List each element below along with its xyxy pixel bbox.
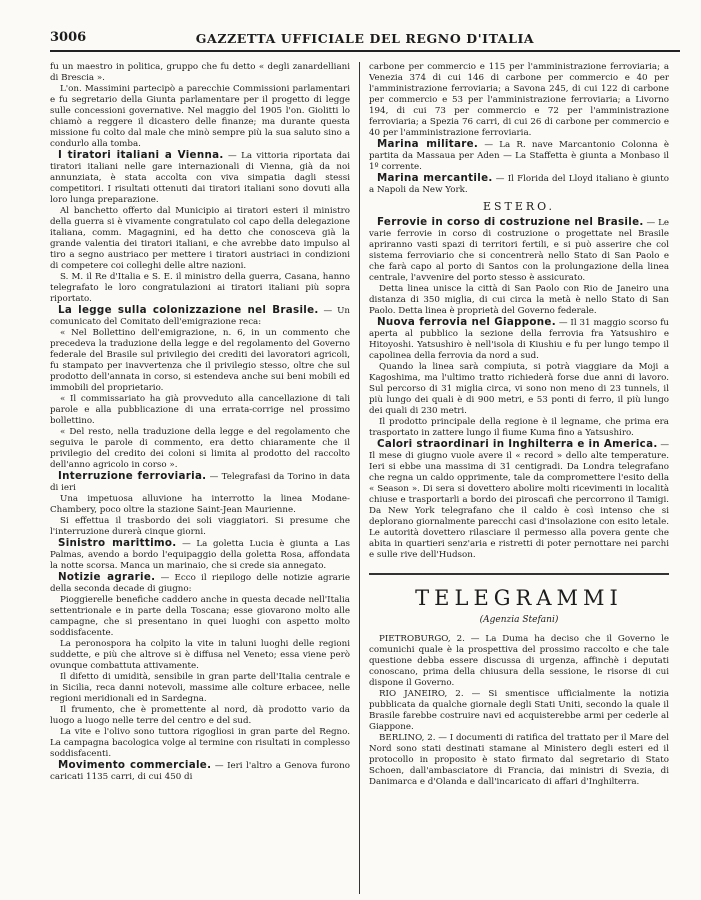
article-text: — Le varie ferrovie in corso di costruzione o progettate nel Brasile apriranno vasti spazi di territori fertili, e si può asserire che col sistema ferroviario che si concentrerà nello Stato di San Paolo e che farà capo al porto di Santos con la prolungazione della linea centrale, l'avvenire del porto stesso è assicurato. bbox=[369, 218, 669, 283]
paragraph: Il prodotto principale della regione è il legname, che prima era trasportato in zattere lungo il fiume Kuma fino a Yatsushiro. bbox=[369, 417, 669, 438]
telegram-item: RIO JANEIRO, 2. — Si smentisce ufficialmente la notizia pubblicata da qualche giornale degli Stati Uniti, secondo la quale il Brasile farebbe costruire navi ed acquisterebbe armi per cederle al Giappone. bbox=[369, 689, 669, 732]
article-ferrovie-brasile bbox=[369, 217, 669, 284]
paragraph: Detta linea unisce la città di San Paolo con Rio de Janeiro una distanza di 350 miglia, di cui circa la metà è nello Stato di San Paolo. Detta linea è proprietà del Governo federale. bbox=[369, 284, 669, 316]
paragraph: fu un maestro in politica, gruppo che fu detto « degli zanardelliani di Brescia ». bbox=[50, 62, 350, 83]
paragraph: Il difetto di umidità, sensibile in gran parte dell'Italia centrale e in Sicilia, reca danni notevoli, massime alle colture erbacee, nelle regioni meridionali ed in Sardegna. bbox=[50, 672, 350, 704]
page-header bbox=[50, 30, 680, 52]
newspaper-title: GAZZETTA UFFICIALE DEL REGNO D'ITALIA bbox=[195, 31, 535, 46]
article-text: — Il 31 maggio scorso fu aperta al pubblico la sezione della ferrovia fra Yatsushiro e Hitoyoshi. Yatsushiro è nell'isola di Kiushiu e fu per lungo tempo il capolinea della ferrovia da nord a sud. bbox=[369, 318, 669, 361]
telegram-item: PIETROBURGO, 2. — La Duma ha deciso che il Governo le comunichi quale è la prospettiva del prossimo raccolto e che tale questione debba essere discussa di urgenza, affinchè i deputati conoscano, prima della chiusura della sessione, le risorse di cui dispone il Governo. bbox=[369, 634, 669, 688]
article-tiratori bbox=[50, 150, 350, 206]
article-text: — La goletta Lucia è giunta a Las Palmas, avendo a bordo l'equipaggio della goletta Rosa, affondata la notte scorsa. Manca un marinaio, che si crede sia annegato. bbox=[50, 539, 350, 571]
paragraph: « Del resto, nella traduzione della legge e del regolamento che seguiva le parole di commento, era detto chiaramente che il privilegio del credito dei coloni si limita al prodotto del raccolto dell'anno agricolo in corso ». bbox=[50, 427, 350, 470]
article-text: — Ieri l'altro a Genova furono caricati 1135 carri, di cui 450 di bbox=[50, 761, 350, 782]
section-heading: Calori straordinari in Inghilterra e in America. bbox=[377, 438, 658, 450]
article-notizie bbox=[50, 572, 350, 595]
section-heading: Nuova ferrovia nel Giappone. bbox=[377, 316, 556, 328]
column-divider bbox=[359, 62, 360, 894]
article-text: — La vittoria riportata dai tiratori italiani nelle gare internazionali di Vienna, già da noi annunziata, è stata accolta con viva simpatia dagli stessi competitori. I risultati ottenuti dai tiratori italiani sono dovuti alla loro lunga preparazione. bbox=[50, 151, 350, 205]
right-column bbox=[369, 62, 669, 894]
paragraph: L'on. Massimini partecipò a parecchie Commissioni parlamentari e fu segretario della Giunta parlamentare per il progetto di legge sulle concessioni governative. Nel maggio del 1905 l'on. Giolitti lo chiamò a reggere il dicastero delle finanze; ma durante questa missione fu colto dal male che minò sempre più la sua saluto sino a condurlo alla tomba. bbox=[50, 84, 350, 149]
telegrammi-heading: TELEGRAMMI bbox=[415, 586, 623, 610]
article-movimento bbox=[50, 760, 350, 783]
paragraph: Pioggierelle benefiche caddero anche in questa decade nell'Italia settentrionale e in parte della Toscana; esse giovarono molto alle campagne, che si presentano in quei luoghi con aspetto molto soddisfacente. bbox=[50, 595, 350, 638]
article-marina-militare bbox=[369, 139, 669, 173]
section-heading: Sinistro marittimo. bbox=[58, 537, 177, 549]
article-text: — Ecco il riepilogo delle notizie agrarie della seconda decade di giugno: bbox=[50, 573, 350, 594]
section-heading: Marina mercantile. bbox=[377, 172, 493, 184]
article-text: — Il Florida del Lloyd italiano è giunto a Napoli da New York. bbox=[369, 174, 669, 195]
paragraph: Si effettua il trasbordo dei soli viaggiatori. Si presume che l'interruzione durerà cinque giorni. bbox=[50, 516, 350, 537]
section-heading: Notizie agrarie. bbox=[58, 571, 156, 583]
article-text: — Telegrafasi da Torino in data di ieri bbox=[50, 472, 350, 493]
article-giappone bbox=[369, 317, 669, 362]
estero-heading: ESTERO. bbox=[482, 200, 556, 213]
paragraph: « Nel Bollettino dell'emigrazione, n. 6, in un commento che precedeva la traduzione della legge e del regolamento del Governo federale del Brasile sul privilegio dei crediti dei lavoratori agricoli, fu stampato per inavvertenza che il privilegio stesso, oltre che sul prodotto dell'annata in corso, si estendeva anche sui beni mobili ed immobili del proprietario. bbox=[50, 328, 350, 393]
article-legge bbox=[50, 305, 350, 328]
section-rule bbox=[369, 573, 669, 575]
section-heading: Interruzione ferroviaria. bbox=[58, 470, 207, 482]
article-text: — Il mese di giugno vuole avere il « record » dello alte temperature. Ieri si ebbe una massima di 31 centigradi. Da Londra telegrafano che regna un caldo opprimente, tale da compromettere l'esito della « Season ». Di sera si dovettero abolire molti ricevimenti in località chiuse e trasportarli a bordo dei piroscafi che percorrono il Tamigi. Da New York telegrafano che il caldo è così intenso che si deplorano giornalmente parecchi casi d'insolazione con esito letale. Le autorità dovettero rilasciare il permesso alla povera gente che abita in quartieri senz'aria e ristretti di poter pernottare nei parchi e sulle rive dell'Hudson. bbox=[369, 440, 669, 560]
paragraph: Il frumento, che è promettente al nord, dà prodotto vario da luogo a luogo nelle terre del centro e del sud. bbox=[50, 705, 350, 726]
section-heading: La legge sulla colonizzazione nel Brasile. bbox=[58, 304, 319, 316]
article-sinistro bbox=[50, 538, 350, 572]
section-heading: Movimento commerciale. bbox=[58, 759, 212, 771]
section-heading: Marina militare. bbox=[377, 138, 479, 150]
telegram-item: BERLINO, 2. — I documenti di ratifica del trattato per il Mare del Nord sono stati destinati stamane al Ministero degli esteri ed il protocollo in proposito è stato firmato dal segretario di Stato Schoen, dall'ambasciatore di Francia, dai ministri di Svezia, di Danimarca e d'Olanda e dall'incaricato di affari d'Inghilterra. bbox=[369, 733, 669, 787]
agency-subtitle: (Agenzia Stefani) bbox=[479, 615, 559, 625]
article-marina-mercantile bbox=[369, 173, 669, 196]
section-heading: Ferrovie in corso di costruzione nel Brasile. bbox=[377, 216, 644, 228]
paragraph: La vite e l'olivo sono tuttora rigogliosi in gran parte del Regno. La campagna bacologica volge al termine con risultati in complesso soddisfacenti. bbox=[50, 727, 350, 759]
paragraph: « Il commissariato ha già provveduto alla cancellazione di tali parole e alla pubblicazione di una errata-corrige nel prossimo bollettino. bbox=[50, 394, 350, 426]
paragraph: Quando la linea sarà compiuta, si potrà viaggiare da Moji a Kagoshima, ma l'ultimo tratto richiederà forse due anni di lavoro. Sul percorso di 31 miglia circa, vi sono non meno di 23 tunnels, il più lungo dei quali è di 900 metri, e 53 ponti di ferro, il più lungo dei quali di 230 metri. bbox=[369, 362, 669, 416]
paragraph: La peronospora ha colpito la vite in taluni luoghi delle regioni suddette, e più che altrove si è diffusa nel Veneto; essa viene però ovunque combattuta attivamente. bbox=[50, 639, 350, 671]
article-text: — La R. nave Marcantonio Colonna è partita da Massaua per Aden — La Staffetta è giunta a Monbaso il 1º corrente. bbox=[369, 140, 669, 172]
paragraph: carbone per commercio e 115 per l'amministrazione ferroviaria; a Venezia 374 di cui 146 di carbone per commercio e 40 per l'amministrazione ferroviaria; a Savona 245, di cui 122 di carbone per commercio e 53 per l'amministrazione ferroviaria; a Livorno 194, di cui 73 per commercio e 72 per l'amministrazione ferroviaria; a Spezia 76 carri, di cui 26 di carbone per commercio e 40 per l'amministrazione ferroviaria. bbox=[369, 62, 669, 138]
paragraph: Una impetuosa alluvione ha interrotto la linea Modane-Chambery, poco oltre la stazione Saint-Jean Maurienne. bbox=[50, 494, 350, 515]
paragraph: S. M. il Re d'Italia e S. E. il ministro della guerra, Casana, hanno telegrafato le loro congratulazioni ai tiratori italiani più sopra riportato. bbox=[50, 272, 350, 304]
paragraph: Al banchetto offerto dal Municipio ai tiratori esteri il ministro della guerra si è vivamente congratulato col capo della delegazione italiana, comm. Magagnini, ed ha detto che conosceva già la grande valentia dei tiratori italiani, e che avrebbe dato impulso al tiro a segno austriaco per mettere i tiratori austriaci in condizioni di competere coi colleghi delle altre nazioni. bbox=[50, 206, 350, 271]
article-text: — Un comunicato del Comitato dell'emigrazione reca: bbox=[50, 306, 350, 327]
page-number: 3006 bbox=[50, 30, 87, 45]
section-heading: I tiratori italiani a Vienna. bbox=[58, 149, 224, 161]
left-column bbox=[50, 62, 350, 894]
article-calori bbox=[369, 439, 669, 561]
article-interruzione bbox=[50, 471, 350, 494]
